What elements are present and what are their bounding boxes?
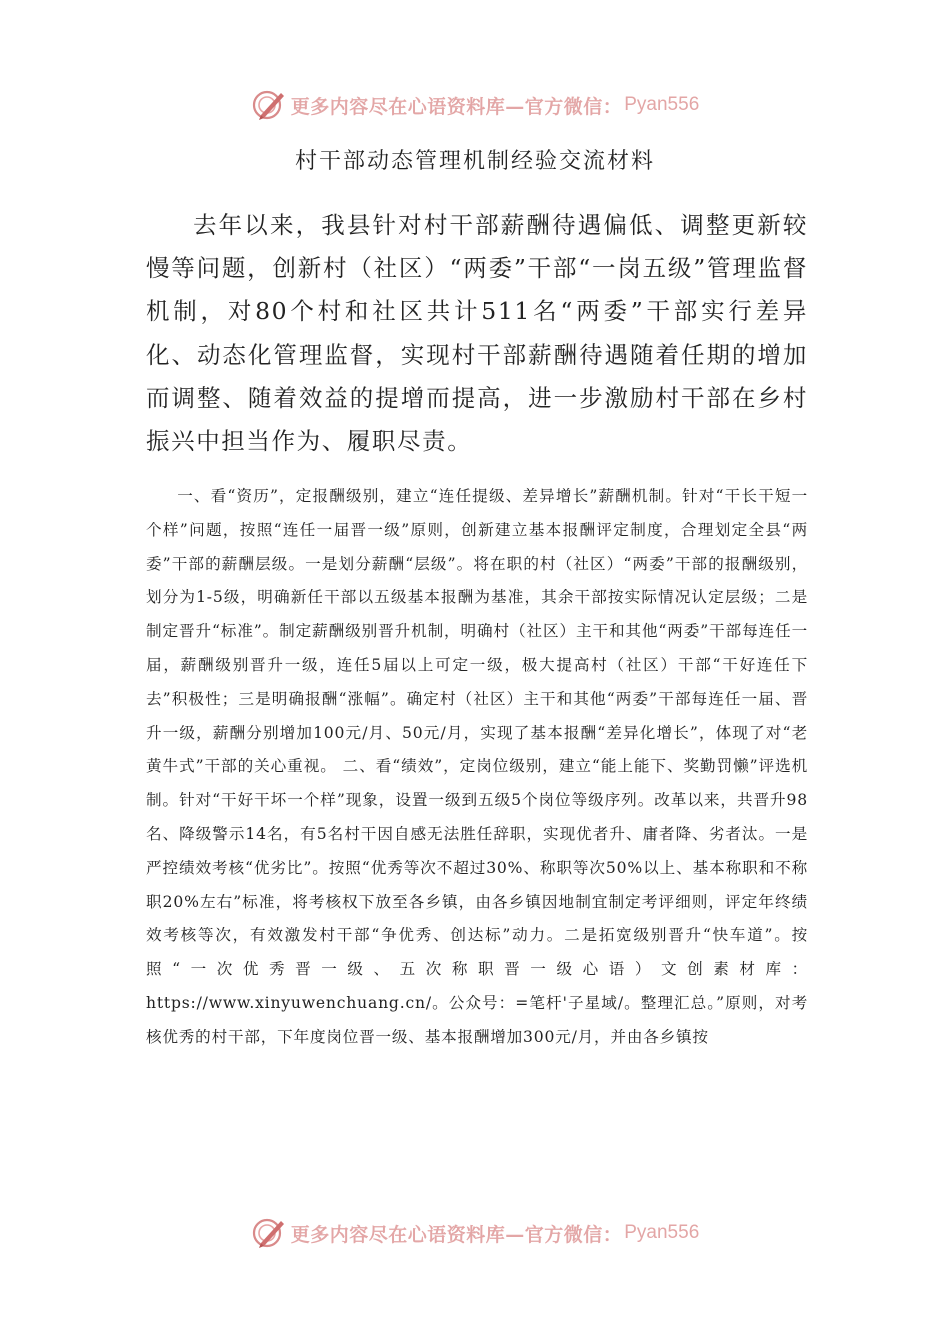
watermark-banner-top <box>0 80 950 130</box>
pen-logo-icon <box>251 87 287 123</box>
banner-text: 更多内容尽在心语资料库—官方微信： <box>290 95 623 118</box>
banner-wechat-id: Pyan556 <box>624 94 700 115</box>
pen-logo-icon <box>251 1215 287 1251</box>
document-title: 村干部动态管理机制经验交流材料 <box>294 149 655 174</box>
banner-wechat-id: Pyan556 <box>624 1222 700 1243</box>
lead-paragraph: 去年以来，我县针对村干部薪酬待遇偏低、调整更新较慢等问题，创新村（社区）“两委”干部“一岗五级”管理监督机制，对80个村和社区共计511名“两委”干部实行差异化、动态化管理监督，实现村干部薪酬待遇随着任期的增加而调整、随着效益的提增而提高，进一步激励村干部在乡村振兴中担当作为、履职尽责。 <box>146 211 808 456</box>
watermark-banner-bottom <box>0 1208 950 1258</box>
banner-text: 更多内容尽在心语资料库—官方微信： <box>290 1223 623 1246</box>
body-paragraph: 一、看“资历”，定报酬级别，建立“连任提级、差异增长”薪酬机制。针对“干长干短一个样”问题，按照“连任一届晋一级”原则，创新建立基本报酬评定制度，合理划定全县“两委”干部的薪酬层级。一是划分薪酬“层级”。将在职的村（社区）“两委”干部的报酬级别，划分为1-5级，明确新任干部以五级基本报酬为基准，其余干部按实际情况认定层级；二是制定晋升“标准”。制定薪酬级别晋升机制，明确村（社区）主干和其他“两委”干部每连任一届，薪酬级别晋升一级，连任5届以上可定一级，极大提高村（社区）干部“干好连任下去”积极性；三是明确报酬“涨幅”。确定村（社区）主干和其他“两委”干部每连任一届、晋升一级，薪酬分别增加100元/月、50元/月，实现了基本报酬“差异化增长”，体现了对“老黄牛式”干部的关心重视。 二、看“绩效”，定岗位级别，建立“能上能下、奖勤罚懒”评选机制。针对“干好干坏一个样”现象，设置一级到五级5个岗位等级序列。改革以来，共晋升98名、降级警示14名，有5名村干因自感无法胜任辞职，实现优者升、庸者降、劣者汰。一是严控绩效考核“优劣比”。按照“优秀等次不超过30%、称职等次50%以上、基本称职和不称职20%左右”标准，将考核权下放至各乡镇，由各乡镇因地制宜制定考评细则，评定年终绩效考核等次，有效激发村干部“争优秀、创达标”动力。二是拓宽级别晋升“快车道”。按照“一次优秀晋一级、五次称职晋一级心语）文创素材库：https://www.xinyuwenchuang.cn/。公众号：=笔杆'子星域/。整理汇总。”原则，对考核优秀的村干部，下年度岗位晋一级、基本报酬增加300元/月，并由各乡镇按 <box>146 487 808 1046</box>
